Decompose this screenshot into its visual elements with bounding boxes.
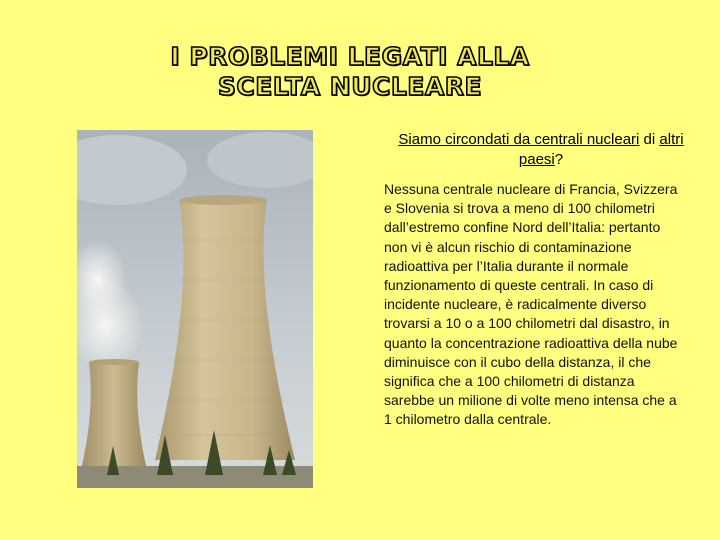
cooling-towers-photo <box>77 130 313 488</box>
question-plain-1: di <box>639 131 660 148</box>
question-heading <box>376 130 706 170</box>
question-plain-2: ? <box>554 151 564 168</box>
body-paragraph: Nessuna centrale nucleare di Francia, Svizzera e Slovenia si trova a meno di 100 chilometri dall’estremo confine Nord dell’Italia: pertanto non vi è alcun rischio di contaminazione radioattiva per l’Italia durante il normale funzionamento di queste centrali. In caso di incidente nucleare, è radicalmente diverso trovarsi a 10 o a 100 chilometri dal disastro, in quanto la concentrazione radioattiva della nube diminuisce con il cubo della distanza, il che significa che a 100 chilometri di distanza sarebbe un milione di volte meno intensa che a 1 chilometro dalla centrale. <box>384 181 678 428</box>
slide-title: I PROBLEMI LEGATI ALLA SCELTA NUCLEARE <box>170 42 530 101</box>
question-underlined-1: Siamo circondati da centrali nucleari <box>398 131 640 148</box>
question-underlined-2: altri paesi <box>518 131 684 168</box>
